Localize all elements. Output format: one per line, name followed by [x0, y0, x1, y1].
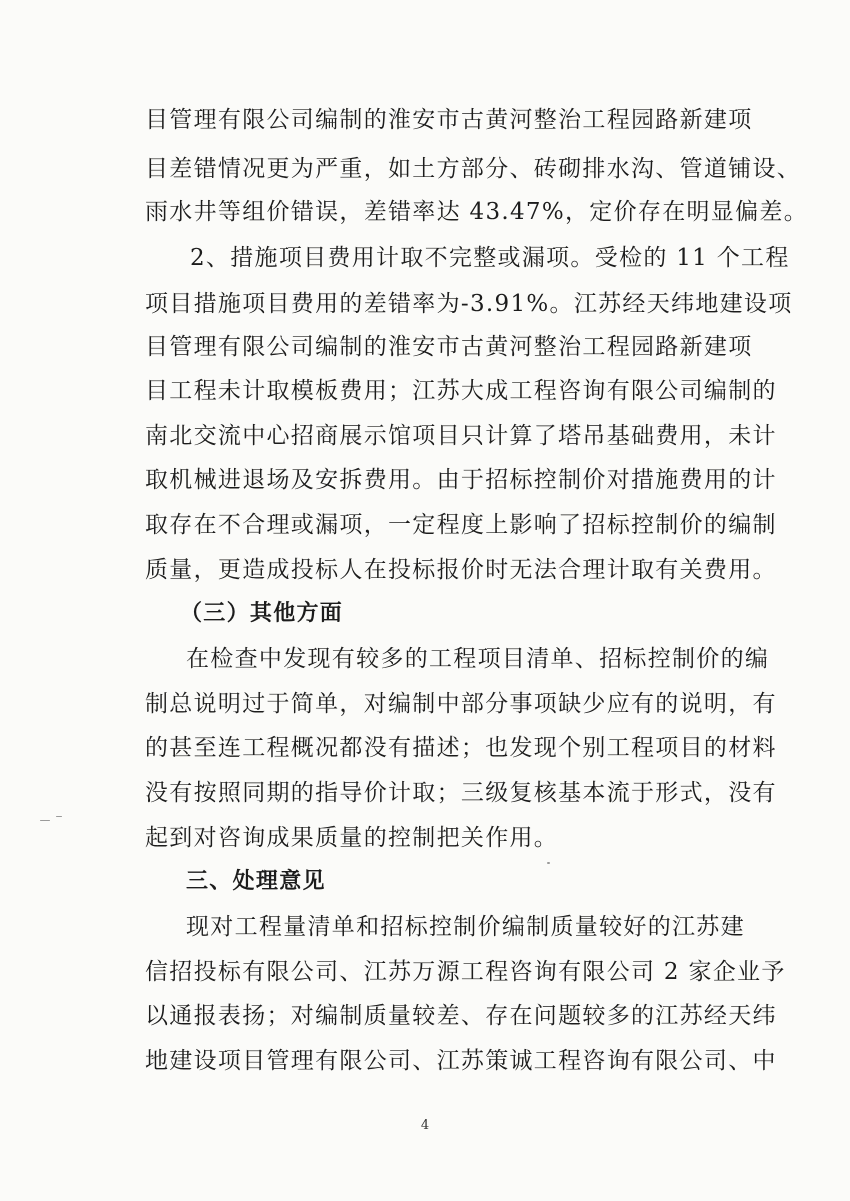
text-line: 起到对咨询成果质量的控制把关作用。 [145, 825, 559, 851]
text-line: 在检查中发现有较多的工程项目清单、招标控制价的编 [186, 646, 770, 672]
scan-speck [40, 820, 50, 821]
text-line: 南北交流中心招商展示馆项目只计算了塔吊基础费用，未计 [145, 423, 777, 449]
text-line: 目工程未计取模板费用；江苏大成工程咨询有限公司编制的 [145, 378, 777, 404]
section-heading: （三）其他方面 [180, 601, 344, 626]
text-line: 制总说明过于简单，对编制中部分事项缺少应有的说明，有 [145, 691, 777, 717]
text-line: 没有按照同期的指导价计取；三级复核基本流于形式，没有 [145, 780, 777, 806]
text-line: 目管理有限公司编制的淮安市古黄河整治工程园路新建项 [145, 107, 753, 133]
text-line: 项目措施项目费用的差错率为-3.91%。江苏经天纬地建设项 [145, 291, 793, 317]
text-line: 地建设项目管理有限公司、江苏策诚工程咨询有限公司、中 [145, 1048, 777, 1074]
text-line: 以通报表扬；对编制质量较差、存在问题较多的江苏经天纬 [145, 1003, 777, 1029]
text-line: 质量，更造成投标人在投标报价时无法合理计取有关费用。 [145, 557, 777, 583]
text-line: 取存在不合理或漏项，一定程度上影响了招标控制价的编制 [145, 512, 777, 538]
text-line: 雨水井等组价错误，差错率达 43.47%，定价存在明显偏差。 [145, 199, 809, 225]
page-number: 4 [420, 1118, 430, 1133]
text-line: 现对工程量清单和招标控制价编制质量较好的江苏建 [186, 914, 745, 940]
text-line: 目管理有限公司编制的淮安市古黄河整治工程园路新建项 [145, 334, 753, 360]
section-heading: 三、处理意见 [186, 869, 326, 894]
text-line: 2、措施项目费用计取不完整或漏项。受检的 11 个工程 [190, 245, 790, 271]
scan-speck [547, 862, 550, 864]
text-line: 的甚至连工程概况都没有描述；也发现个别工程项目的材料 [145, 735, 777, 761]
scan-speck [56, 816, 62, 817]
text-line: 取机械进退场及安拆费用。由于招标控制价对措施费用的计 [145, 467, 777, 493]
text-line: 目差错情况更为严重，如土方部分、砖砌排水沟、管道铺设、 [145, 156, 802, 182]
text-line: 信招投标有限公司、江苏万源工程咨询有限公司 2 家企业予 [145, 959, 786, 985]
